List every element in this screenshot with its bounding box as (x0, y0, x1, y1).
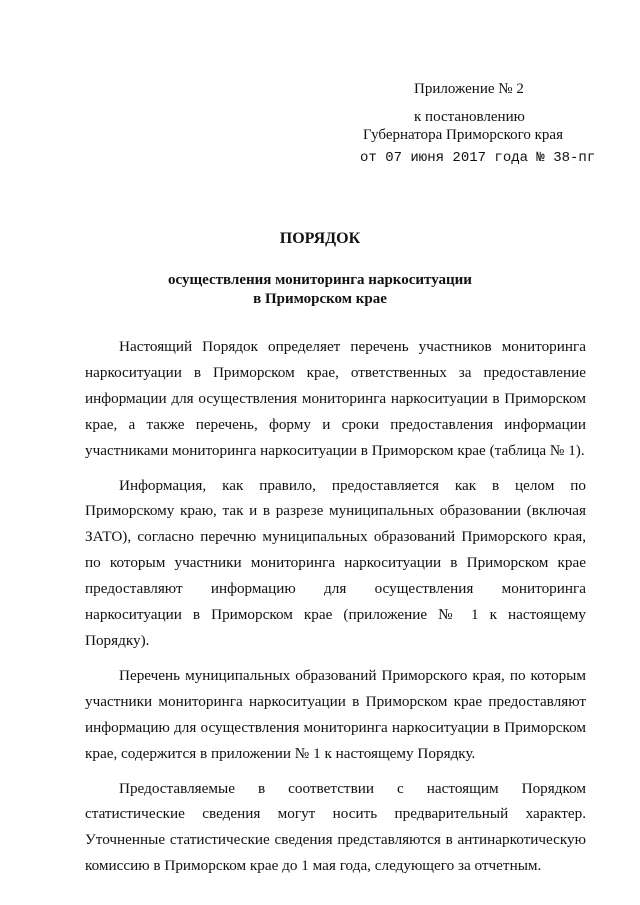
document-subtitle (0, 271, 640, 309)
governor-line: Губернатора Приморского края (363, 127, 563, 143)
paragraph-4: Предоставляемые в соответствии с настоящим Порядком статистические сведения могут носить предварительный характер. Уточненные статистические сведения представляются в антинаркотическую комиссию в Приморском крае до 1 мая года, следующего за отчетным. (85, 779, 586, 875)
subtitle-line-1: осуществления мониторинга наркоситуации (168, 272, 472, 288)
appendix-number: Приложение № 2 (414, 81, 524, 97)
paragraph-2: Информация, как правило, предоставляется как в целом по Приморскому краю, так и в разрезе муниципальных образовании (включая ЗАТО), согласно перечню муниципальных образований Приморского края, по которым участники мониторинга наркоситуации в Приморском крае предоставляют информацию для осуществления мониторинга наркоситуации в Приморском крае (приложение № 1 к настоящему Порядку). (85, 476, 586, 649)
document-title: ПОРЯДОК (279, 230, 361, 247)
resolution-date: от 07 июня 2017 года № 38-пг (360, 150, 596, 166)
paragraph-3: Перечень муниципальных образований Приморского края, по которым участники мониторинга наркоситуации в Приморском крае предоставляют информацию для осуществления мониторинга наркоситуации в Приморском крае, содержится в приложении № 1 к настоящему Порядку. (85, 666, 586, 762)
document-body (85, 334, 586, 888)
subtitle-line-2: в Приморском крае (253, 291, 387, 307)
resolution-reference: к постановлению (414, 109, 525, 125)
paragraph-1: Настоящий Порядок определяет перечень участников мониторинга наркоситуации в Приморском крае, ответственных за предоставление информации для осуществления мониторинга наркоситуации в Приморском крае, а также перечень, форму и сроки предоставления информации участниками мониторинга наркоситуации в Приморском крае (таблица № 1). (85, 338, 586, 459)
